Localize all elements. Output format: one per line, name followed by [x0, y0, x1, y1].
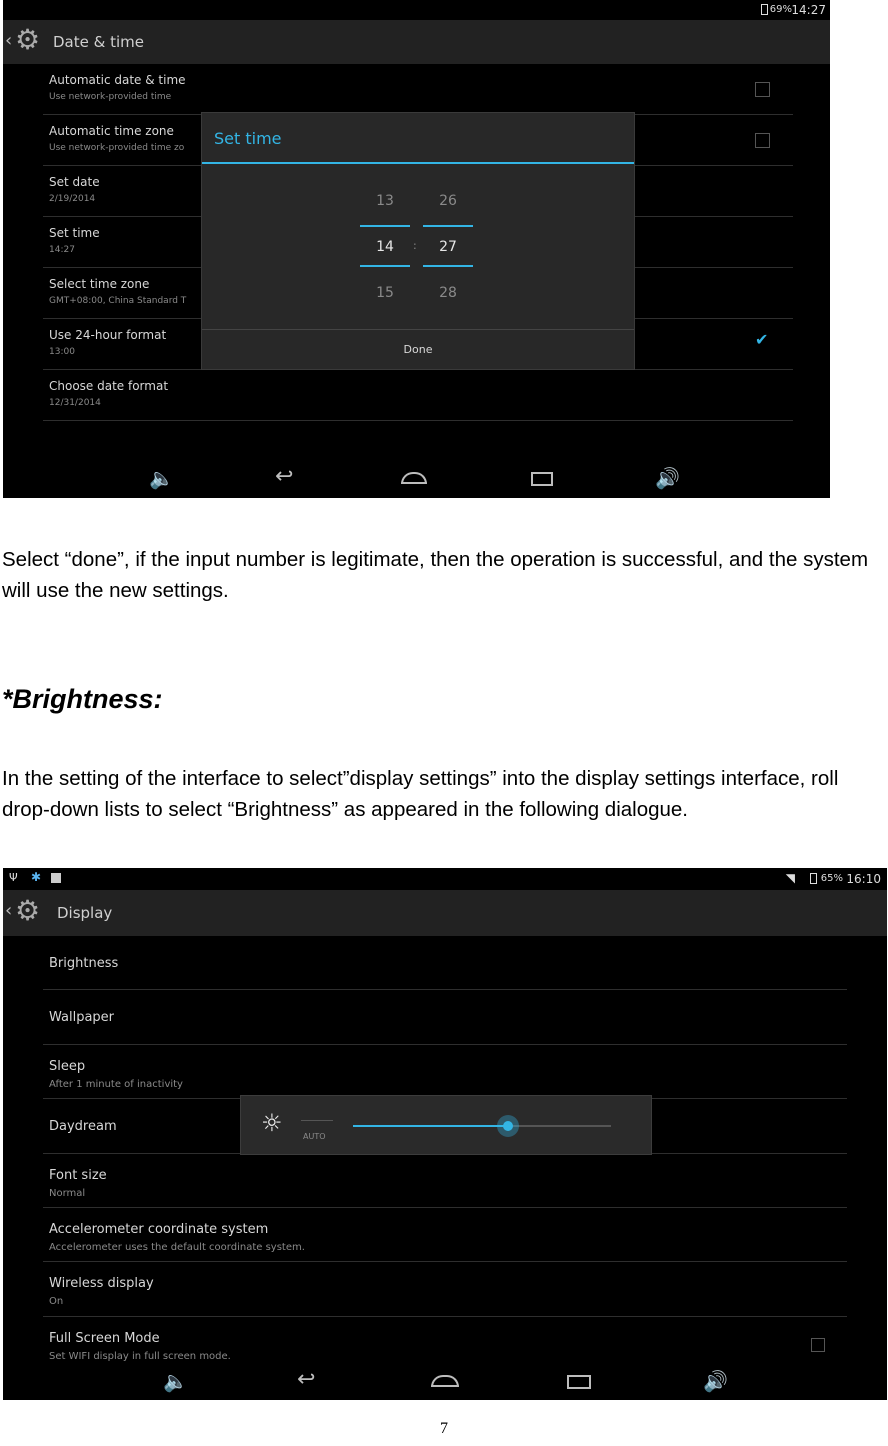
settings-row[interactable] [43, 370, 793, 421]
settings-row-title: Use 24-hour format [49, 328, 167, 342]
settings-row-subtitle: Set WIFI display in full screen mode. [49, 1350, 231, 1362]
screenshot-display [3, 868, 887, 1400]
settings-row-subtitle: 2/19/2014 [49, 194, 96, 204]
battery-percent: 65% [820, 873, 843, 884]
battery-icon [761, 4, 768, 15]
page-number: 7 [440, 1420, 448, 1437]
settings-row[interactable] [43, 990, 847, 1044]
hour-next[interactable]: 15 [376, 285, 394, 301]
dialog-button-divider [202, 329, 634, 330]
settings-row-title: Choose date format [49, 379, 169, 393]
settings-row[interactable] [43, 1154, 847, 1208]
time-separator: : [413, 239, 417, 252]
settings-row-subtitle: Use network-provided time zo [49, 143, 185, 153]
settings-row[interactable] [43, 1045, 847, 1099]
navigation-bar [3, 460, 830, 498]
checkbox-icon[interactable] [811, 1338, 825, 1352]
brightness-slider[interactable] [353, 1114, 611, 1138]
back-chevron-icon[interactable]: ‹ [5, 900, 13, 921]
settings-row-title: Accelerometer coordinate system [49, 1222, 269, 1237]
brightness-dialog [240, 1095, 652, 1155]
dialog-title-divider [202, 162, 634, 164]
gear-icon[interactable]: ⚙ [15, 894, 41, 927]
status-bar [3, 868, 887, 890]
settings-row-title: Brightness [49, 956, 119, 971]
settings-row-title: Automatic date & time [49, 73, 186, 87]
settings-row-subtitle: After 1 minute of inactivity [49, 1078, 183, 1090]
settings-row-subtitle: 12/31/2014 [49, 398, 101, 408]
sun-icon[interactable]: ☼ [261, 1109, 283, 1137]
settings-row-title: Set time [49, 226, 100, 240]
status-bar [3, 0, 830, 20]
status-time: 16:10 [846, 872, 881, 886]
recents-icon[interactable] [531, 472, 553, 486]
settings-row-title: Wireless display [49, 1276, 154, 1292]
usb-icon: Ψ [9, 871, 18, 884]
paragraph-brightness-instructions: In the setting of the interface to select”display settings” into the display settings interface, roll drop-down lists to select “Brightness” as appeared in the following dialogue. [2, 767, 839, 821]
app-bar-title: Date & time [53, 33, 144, 51]
home-icon[interactable] [401, 472, 427, 484]
minute-selected[interactable]: 27 [439, 239, 457, 255]
settings-row-title: Set date [49, 175, 100, 189]
notification-icon [51, 873, 61, 883]
auto-toggle[interactable]: AUTO [303, 1132, 326, 1141]
app-bar-title: Display [57, 904, 113, 922]
navigation-bar [3, 1364, 887, 1400]
settings-row[interactable] [43, 64, 793, 115]
hour-selected[interactable]: 14 [376, 239, 394, 255]
slider-thumb[interactable] [497, 1115, 519, 1137]
dialog-title: Set time [214, 129, 282, 148]
hour-picker[interactable] [360, 175, 410, 315]
slider-fill [353, 1125, 508, 1127]
settings-row-subtitle: Normal [49, 1187, 86, 1199]
hour-prev[interactable]: 13 [376, 193, 394, 209]
settings-row-subtitle: On [49, 1296, 64, 1308]
screenshot-date-time [3, 0, 830, 498]
done-button[interactable]: Done [403, 343, 433, 356]
settings-row-subtitle: GMT+08:00, China Standard T [49, 296, 187, 306]
section-heading-brightness: *Brightness: [2, 684, 163, 714]
settings-row-title: Full Screen Mode [49, 1330, 160, 1346]
minute-next[interactable]: 28 [439, 285, 457, 301]
recents-icon[interactable] [567, 1375, 591, 1389]
notification-icon: ✱ [31, 870, 42, 884]
volume-down-icon[interactable]: 🔈 [149, 466, 174, 490]
battery-percent: 69% [769, 4, 792, 15]
settings-row-subtitle: Use network-provided time [49, 92, 172, 102]
minute-picker[interactable] [423, 175, 473, 315]
settings-row-subtitle: 14:27 [49, 245, 75, 255]
app-bar [3, 20, 830, 64]
checkbox-icon[interactable] [755, 82, 770, 97]
paragraph-done-explanation: Select “done”, if the input number is legitimate, then the operation is successful, and the system will use the new settings. [2, 548, 869, 602]
back-arrow-icon[interactable]: ↩ [275, 464, 294, 489]
volume-down-icon[interactable]: 🔈 [163, 1369, 188, 1393]
back-arrow-icon[interactable]: ↩ [297, 1367, 316, 1392]
gear-icon[interactable]: ⚙ [15, 23, 41, 56]
settings-row-title: Automatic time zone [49, 124, 174, 138]
back-chevron-icon[interactable]: ‹ [5, 30, 13, 51]
app-bar [3, 890, 887, 936]
status-time: 14:27 [791, 3, 826, 17]
auto-divider [301, 1120, 333, 1121]
settings-row[interactable] [43, 1208, 847, 1262]
settings-row-subtitle: Accelerometer uses the default coordinate system. [49, 1242, 305, 1253]
settings-row-title: Select time zone [49, 277, 150, 291]
settings-row-subtitle: 13:00 [49, 347, 75, 357]
settings-row-title: Sleep [49, 1058, 86, 1074]
volume-up-icon[interactable]: 🔊 [655, 466, 680, 490]
checkbox-icon[interactable] [755, 133, 770, 148]
volume-up-icon[interactable]: 🔊 [703, 1369, 728, 1393]
wifi-icon: ◥ [785, 871, 795, 885]
settings-row-title: Font size [49, 1167, 107, 1183]
checkmark-icon[interactable]: ✔ [755, 330, 769, 349]
set-time-dialog [201, 112, 635, 370]
settings-row[interactable] [43, 1262, 847, 1316]
minute-prev[interactable]: 26 [439, 193, 457, 209]
home-icon[interactable] [431, 1375, 459, 1387]
settings-row[interactable] [43, 936, 847, 990]
settings-row-title: Daydream [49, 1119, 117, 1135]
battery-icon [810, 873, 817, 884]
settings-row-title: Wallpaper [49, 1010, 115, 1026]
